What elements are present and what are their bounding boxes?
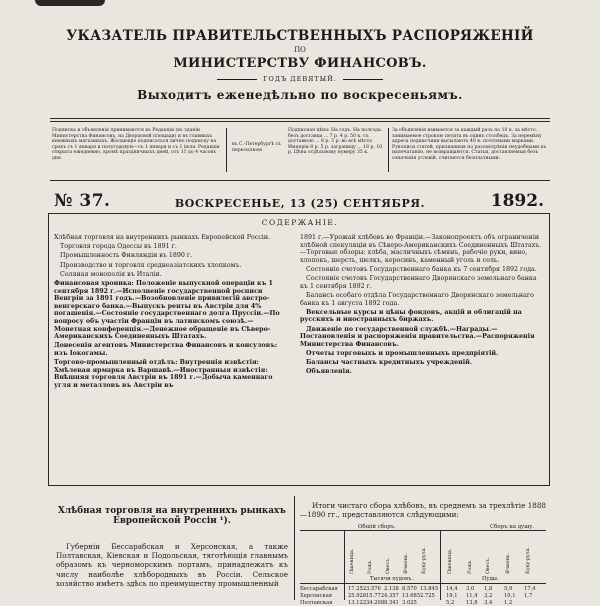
table-column-header: Овесъ. <box>386 557 391 574</box>
contents-title: СОДЕРЖАНІЕ. <box>261 218 339 227</box>
year-line: ГОДЪ ДЕВЯТЫЙ. <box>0 75 600 83</box>
table-cell: 13.685 <box>402 593 421 599</box>
article-body: Губерніи Бессарабская и Херсонская, а также Полтавская, Кіевская и Подольская, тяготѣющія главнымъ образомъ къ черноморскимъ портамъ, принадлежатъ къ числу наиболѣе хлѣбородныхъ въ Россіи. Сельское хозяйство имѣетъ здѣсь по преимуществу промышленный <box>56 542 288 588</box>
table-cell: 13,8 <box>466 600 478 606</box>
unit-total: Тысячи пудовъ. <box>370 576 413 582</box>
contents-entry: Балансы частныхъ кредитныхъ учрежденій. <box>306 359 472 367</box>
table-cell: 5,2 <box>446 600 455 606</box>
publication-schedule: Выходитъ еженедѣльно по воскресеньямъ. <box>137 88 463 102</box>
table-cell: 1,8 <box>484 586 493 592</box>
unit-per-soul: Пуды. <box>482 576 499 582</box>
table-cell: 3,4 <box>484 600 493 606</box>
contents-entry: Торговля города Одессы въ 1891 г. <box>60 243 177 251</box>
province-name: Полтавская <box>300 600 333 606</box>
contents-entry: Промышленность Финляндіи въ 1890 г. <box>60 252 193 260</box>
contents-entry: Отчеты торговыхъ и промышленныхъ предпріятій. <box>306 349 499 357</box>
table-column-header: Рожь. <box>368 559 373 574</box>
table-cell: 25.928 <box>348 593 367 599</box>
table-column-header: Пшеница. <box>448 548 453 574</box>
table-cell: 4.357 <box>384 593 399 599</box>
table-header-per-soul: Сборъ на душу. <box>490 524 535 530</box>
table-header-total: Общій сборъ. <box>358 524 396 530</box>
divider <box>50 121 550 122</box>
harvest-intro: Итоги чистаго сбора хлѣбовъ, въ среднемъ за трехлѣтіе 1888—1890 гг., представляются слѣдующими: <box>300 501 546 519</box>
contents-entry: Состояніе счетовъ Государственнаго Дворянскаго земельнаго банка къ 1 сентября 1892 г. <box>300 275 537 290</box>
table-cell: 3,2 <box>484 593 493 599</box>
subscription-info-right: За объявленія взимается за каждый разъ по 10 к. за мѣсто, занимаемое строкою петита въ одинъ столбецъ. За перемѣну адреса подписчики высылаютъ 40 к. почтовыми марками. Рукописи статей, признанныя по разсмотрѣніи неудобными къ напечатанію, не возвращаются. Статьи, доставляемыя безъ означенія условій, считаются безплатными. <box>392 128 547 161</box>
table-cell: 3,0 <box>466 586 475 592</box>
table-column-header: Рожь. <box>468 559 473 574</box>
contents-entry: Объявленія. <box>306 368 352 376</box>
subscription-prices: Подписная цѣна: На годъ. На полгода. безъ доставки ... 7 р. 4 р. 50 к. съ доставкою ... 8 р. 5 р. во всѣ мѣста Имперіи 8 р. 5 р. заграницу ... 18 р. 10 р. Цѣна отдѣльному нумеру 35 к. <box>288 128 383 156</box>
table-rule <box>344 530 345 600</box>
table-cell: 17,4 <box>524 586 536 592</box>
masthead-fragment <box>35 0 105 6</box>
article-title: Хлѣбная торговля на внутреннихъ рынкахъ Европейской Россіи ¹). <box>58 506 286 526</box>
table-cell: 19,1 <box>446 593 458 599</box>
table-cell: 1,7 <box>524 593 533 599</box>
table-cell: 8.570 <box>402 586 417 592</box>
table-cell: 1,2 <box>504 600 513 606</box>
contents-left-column <box>54 234 286 391</box>
contents-entry: Хлѣбная торговля на внутреннихъ рынкахъ Европейской Россіи. <box>54 234 271 241</box>
title-line1: УКАЗАТЕЛЬ ПРАВИТЕЛЬСТВЕННЫХЪ РАСПОРЯЖЕНІЙ <box>66 28 534 44</box>
contents-right-column <box>300 234 544 377</box>
table-column-header: Куку-руза. <box>422 547 427 574</box>
issue-year: 1892. <box>490 191 544 211</box>
title-line2: МИНИСТЕРСТВУ ФИНАНСОВЪ. <box>173 56 427 71</box>
table-rule <box>300 583 546 584</box>
contents-entry: Производство и торговля среднеазіатскихъ хлопкомъ. <box>60 261 242 269</box>
divider <box>50 180 550 181</box>
contents-entry: Торгово-промышленный отдѣлъ: Внутреннія извѣстія: Хмѣлевая ярмарка въ Варшавѣ.—Иностранныя извѣстія: Внѣшняя торговля Австріи въ 1891 г.—Добыча каменнаго угля и металловъ въ Австріи въ <box>54 359 273 389</box>
issue-date: ВОСКРЕСЕНЬЕ, 13 (25) СЕНТЯБРЯ. <box>174 197 426 210</box>
table-cell: 34.208 <box>366 600 385 606</box>
subscription-info-left: Подписка и объявленія принимаются въ Редакціи (въ зданіи Министерства Финансовъ, на Дворцовой площади) и въ главныхъ книжныхъ магазинахъ. Желающіе подписаться лично подписку на срокъ съ 1 января и полугодовую—съ 1 января и съ 1 іюля. Редакція открыта ежедневно, кромѣ праздничныхъ дней, отъ 11 до 4 часовъ дня. <box>52 128 220 161</box>
table-cell: 5,9 <box>504 586 513 592</box>
province-name: Бессарабская <box>300 586 338 592</box>
contents-entry: Балансъ особаго отдѣла Государственнаго Дворянскаго земельнаго банка къ 1 августа 1892 года. <box>300 291 534 307</box>
contents-entry: Донесенія агентовъ Министерства Финансовъ и консуловъ: изъ Іокогамы. <box>54 342 278 357</box>
contents-entry: Состояніе счетовъ Государственнаго банка къ 7 сентября 1892 года. <box>306 265 537 273</box>
table-cell: 8.341 <box>384 600 399 606</box>
table-cell: 10,1 <box>504 593 516 599</box>
harvest-table <box>300 522 546 606</box>
divider <box>50 118 550 119</box>
column-divider <box>294 496 295 600</box>
table-cell: 13.845 <box>420 586 439 592</box>
table-cell: 15.772 <box>366 593 385 599</box>
table-rule <box>300 530 546 531</box>
table-cell: 2.725 <box>420 593 435 599</box>
contents-entry: Движеніе по государственной службѣ.—Награды.—Постановленія и распоряженія правительства.—Распоряженія Министерства Финансовъ. <box>300 325 535 348</box>
table-rule <box>440 530 441 600</box>
table-cell: 13.122 <box>348 600 367 606</box>
contents-entry: Соляная монополія въ Италіи. <box>60 270 162 278</box>
divider <box>388 128 389 172</box>
table-cell: 17.252 <box>348 586 367 592</box>
table-column-header: Куку-руза. <box>526 547 531 574</box>
table-column-header: Ячмень. <box>506 553 511 574</box>
title-po: ПО <box>294 46 306 54</box>
table-cell: 11,4 <box>466 593 478 599</box>
table-cell: 2.138 <box>384 586 399 592</box>
contents-entry: Финансовая хроника: Положеніе выпускной операціи къ 1 сентября 1892 г.—Исполненіе государственной росписи Венгріи за 1891 годъ.—Возобновленіе привилегій австро-венгерскаго банка.—Выпускъ ренты въ Австріи для 4% погашенія.—Состояніе государственнаго долга Пруссіи.—По вопросу объ участіи Франціи въ латинскомъ союзѣ.—Монетная конференція.—Денежное обращеніе въ Сѣверо-Американскихъ Соединенныхъ Штатахъ. <box>54 279 280 341</box>
table-column-header: Пшеница. <box>350 548 355 574</box>
contents-entry: 1891 г.—Урожай хлѣбовъ во Франціи.—Законопроектъ объ ограниченіи хлѣбной спекуляціи въ Сѣверо-Американскихъ Соединенныхъ Штатахъ.—Торговые обзоры: хлѣба, масличныхъ сѣмянъ, рабочіе руки, вино, хлопокъ, шерсть, шелкъ, керосинъ, каменный уголь и соль. <box>300 234 542 264</box>
province-name: Херсонская <box>300 593 333 599</box>
table-column-header: Овесъ. <box>486 557 491 574</box>
contents-entry: Вексельные курсы и цѣны фондовъ, акцій и облигацій на русскихъ и иностранныхъ биржахъ. <box>300 308 522 324</box>
table-cell: 3.576 <box>366 586 381 592</box>
subscription-mid-label: въ С.-Петербургѣ съ пересылкою <box>232 142 281 153</box>
divider <box>226 128 227 172</box>
issue-number: № 37. <box>54 191 111 211</box>
table-cell: 3.025 <box>402 600 417 606</box>
table-cell: 14,4 <box>446 586 458 592</box>
table-column-header: Ячмень. <box>404 553 409 574</box>
